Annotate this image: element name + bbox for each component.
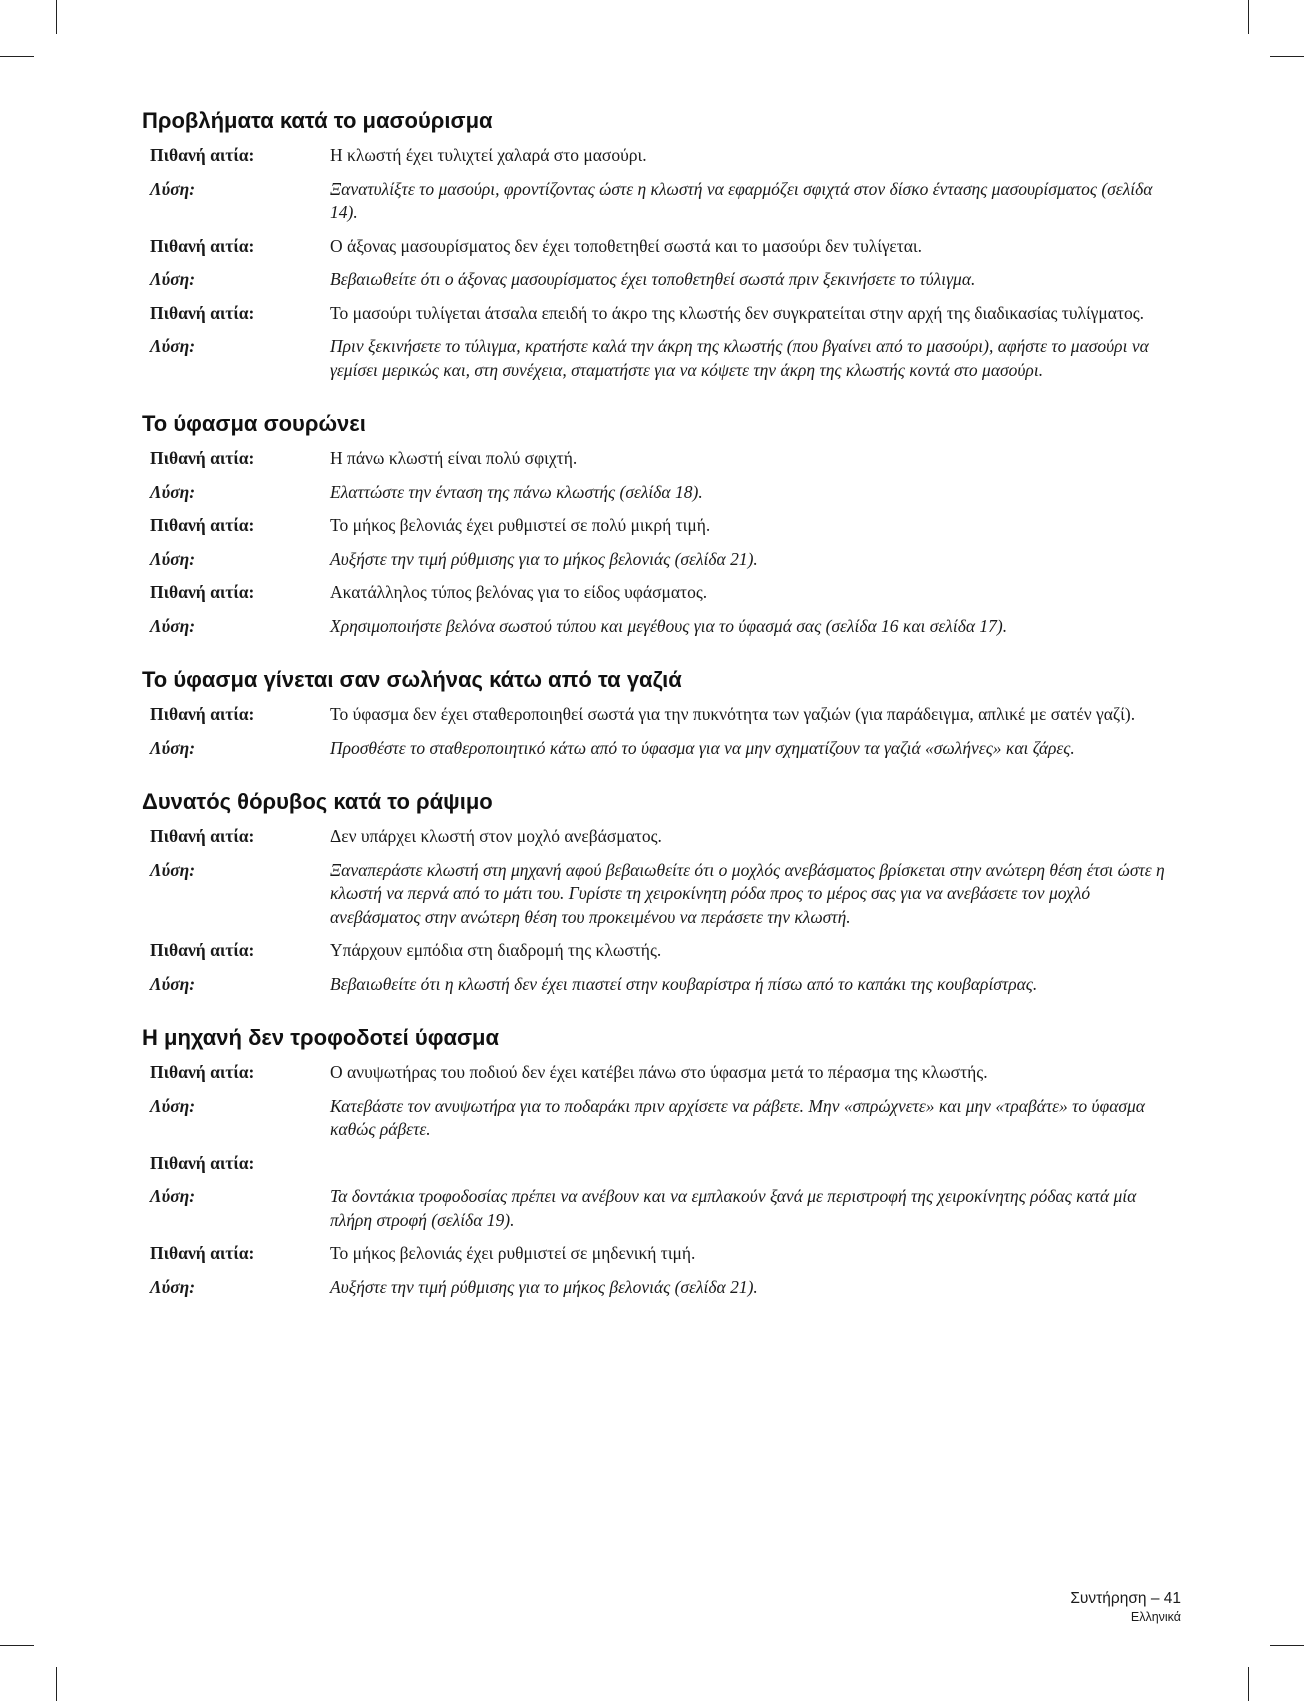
- cause-label: Πιθανή αιτία:: [150, 302, 255, 323]
- cause-text: Το μασούρι τυλίγεται άτσαλα επειδή το άκρο της κλωστής δεν συγκρατείται στην αρχή της διαδικασίας τυλίγματος.: [330, 302, 1145, 323]
- cause-text: Ο ανυψωτήρας του ποδιού δεν έχει κατέβει πάνω στο ύφασμα μετά το πέρασμα της κλωστής.: [330, 1062, 988, 1082]
- solution-text: Βεβαιωθείτε ότι η κλωστή δεν έχει πιαστεί στην κουβαρίστρα ή πίσω από το καπάκι της κουβαρίστρας.: [330, 973, 1038, 994]
- cause-text: Το μήκος βελονιάς έχει ρυθμιστεί σε πολύ μικρή τιμή.: [330, 515, 711, 535]
- troubleshooting-content: [142, 108, 1182, 1328]
- crop-mark: [1248, 0, 1249, 34]
- language-label: Ελληνικά: [1130, 1610, 1181, 1624]
- cause-text: Η κλωστή έχει τυλιχτεί χαλαρά στο μασούρι.: [330, 145, 647, 165]
- solution-row: [142, 548, 1182, 572]
- cause-text: Το μήκος βελονιάς έχει ρυθμιστεί σε μηδενική τιμή.: [330, 1243, 696, 1263]
- section: [142, 1025, 1182, 1299]
- cause-row: [142, 1061, 1182, 1085]
- solution-text: Ξαναπεράστε κλωστή στη μηχανή αφού βεβαιωθείτε ότι ο μοχλός ανεβάσματος βρίσκεται στην ανώτερη θέση έτσι ώστε η κλωστή να περνά από το μάτι του. Γυρίστε τη χειροκίνητη ρόδα προς το μέρος σας για να ανεβάσετε τον μοχλό ανεβάσματος στην ανώτερη θέση του προκειμένου να περάσετε την κλωστή.: [330, 859, 1165, 927]
- section-title: Δυνατός θόρυβος κατά το ράψιμο: [142, 789, 493, 814]
- cause-row: [142, 447, 1182, 471]
- solution-label: Λύση:: [150, 615, 196, 636]
- solution-row: [142, 1095, 1182, 1142]
- cause-row: [142, 939, 1182, 963]
- page-footer: [1070, 1590, 1181, 1624]
- section: [142, 108, 1182, 382]
- solution-text: Αυξήστε την τιμή ρύθμισης για το μήκος βελονιάς (σελίδα 21).: [330, 1276, 758, 1297]
- crop-mark: [56, 0, 57, 34]
- cause-row: [142, 1242, 1182, 1266]
- solution-row: [142, 481, 1182, 505]
- cause-text: Ο άξονας μασουρίσματος δεν έχει τοποθετηθεί σωστά και το μασούρι δεν τυλίγεται.: [330, 235, 923, 256]
- section-title: Η μηχανή δεν τροφοδοτεί ύφασμα: [142, 1025, 500, 1050]
- cause-label: Πιθανή αιτία:: [150, 1152, 255, 1173]
- cause-text: [330, 1152, 1182, 1176]
- solution-row: [142, 178, 1182, 225]
- cause-text: Ακατάλληλος τύπος βελόνας για το είδος υφάσματος.: [330, 582, 708, 602]
- cause-text: Το ύφασμα δεν έχει σταθεροποιηθεί σωστά για την πυκνότητα των γαζιών (για παράδειγμα, απλικέ με σατέν γαζί).: [330, 704, 1136, 724]
- solution-row: [142, 737, 1182, 761]
- solution-text: Ελαττώστε την ένταση της πάνω κλωστής (σελίδα 18).: [330, 481, 703, 502]
- solution-text: Τα δοντάκια τροφοδοσίας πρέπει να ανέβουν και να εμπλακούν ξανά με περιστροφή της χειροκίνητης ρόδας κατά μία πλήρη στροφή (σελίδα 19).: [330, 1186, 1137, 1230]
- crop-mark: [1270, 56, 1304, 57]
- cause-label: Πιθανή αιτία:: [150, 940, 255, 960]
- solution-label: Λύση:: [150, 178, 196, 199]
- cause-text: Δεν υπάρχει κλωστή στον μοχλό ανεβάσματος.: [330, 826, 662, 846]
- solution-text: Πριν ξεκινήσετε το τύλιγμα, κρατήστε καλά την άκρη της κλωστής (που βγαίνει από το μασούρι), αφήστε το μασούρι να γεμίσει μερικώς και, στη συνέχεια, σταματήστε για να κόψετε την άκρη της κλωστής κοντά στο μασούρι.: [330, 336, 1149, 380]
- cause-row: [142, 302, 1182, 326]
- cause-label: Πιθανή αιτία:: [150, 448, 255, 468]
- cause-text: Η πάνω κλωστή είναι πολύ σφιχτή.: [330, 448, 578, 468]
- solution-text: Χρησιμοποιήστε βελόνα σωστού τύπου και μεγέθους για το ύφασμά σας (σελίδα 16 και σελίδα 17).: [330, 615, 1008, 636]
- crop-mark: [0, 56, 34, 57]
- cause-row: [142, 514, 1182, 538]
- cause-label: Πιθανή αιτία:: [150, 704, 255, 724]
- solution-row: [142, 1185, 1182, 1232]
- solution-text: Κατεβάστε τον ανυψωτήρα για το ποδαράκι πριν αρχίσετε να ράβετε. Μην «σπρώχνετε» και μην «τραβάτε» το ύφασμα καθώς ράβετε.: [330, 1095, 1145, 1139]
- crop-mark: [1248, 1667, 1249, 1701]
- section: [142, 411, 1182, 638]
- solution-text: Αυξήστε την τιμή ρύθμισης για το μήκος βελονιάς (σελίδα 21).: [330, 548, 758, 569]
- section: [142, 789, 1182, 996]
- solution-row: [142, 335, 1182, 382]
- solution-label: Λύση:: [150, 548, 196, 569]
- cause-label: Πιθανή αιτία:: [150, 145, 255, 165]
- cause-row: [142, 235, 1182, 259]
- solution-label: Λύση:: [150, 481, 196, 502]
- cause-row: [142, 703, 1182, 727]
- cause-label: Πιθανή αιτία:: [150, 826, 255, 846]
- cause-text: Υπάρχουν εμπόδια στη διαδρομή της κλωστής.: [330, 940, 662, 960]
- section-title: Το ύφασμα σουρώνει: [142, 411, 366, 436]
- cause-label: Πιθανή αιτία:: [150, 1062, 255, 1082]
- crop-mark: [0, 1645, 34, 1646]
- crop-mark: [1270, 1645, 1304, 1646]
- section: [142, 667, 1182, 760]
- solution-label: Λύση:: [150, 1095, 196, 1116]
- solution-label: Λύση:: [150, 973, 196, 994]
- solution-row: [142, 859, 1182, 930]
- cause-label: Πιθανή αιτία:: [150, 582, 255, 602]
- section-title: Το ύφασμα γίνεται σαν σωλήνας κάτω από τα γαζιά: [142, 667, 682, 692]
- solution-label: Λύση:: [150, 336, 196, 356]
- solution-row: [142, 615, 1182, 639]
- cause-label: Πιθανή αιτία:: [150, 235, 255, 256]
- solution-label: Λύση:: [150, 737, 196, 758]
- cause-row: [142, 144, 1182, 168]
- cause-row: [142, 1152, 1182, 1176]
- solution-label: Λύση:: [150, 1276, 196, 1297]
- solution-text: Ξανατυλίξτε το μασούρι, φροντίζοντας ώστε η κλωστή να εφαρμόζει σφιχτά στον δίσκο έντασης μασουρίσματος (σελίδα 14).: [330, 178, 1153, 222]
- page-number: Συντήρηση – 41: [1070, 1590, 1181, 1607]
- solution-row: [142, 973, 1182, 997]
- crop-mark: [56, 1667, 57, 1701]
- solution-text: Βεβαιωθείτε ότι ο άξονας μασουρίσματος έχει τοποθετηθεί σωστά πριν ξεκινήσετε το τύλιγμα.: [330, 269, 976, 289]
- solution-row: [142, 268, 1182, 292]
- solution-row: [142, 1276, 1182, 1300]
- section-title: Προβλήματα κατά το μασούρισμα: [142, 108, 493, 133]
- solution-label: Λύση:: [150, 859, 196, 880]
- solution-text: Προσθέστε το σταθεροποιητικό κάτω από το ύφασμα για να μην σχηματίζουν τα γαζιά «σωλήνες» και ζάρες.: [330, 737, 1075, 758]
- cause-label: Πιθανή αιτία:: [150, 515, 255, 535]
- cause-label: Πιθανή αιτία:: [150, 1243, 255, 1263]
- cause-row: [142, 825, 1182, 849]
- solution-label: Λύση:: [150, 1186, 196, 1206]
- cause-row: [142, 581, 1182, 605]
- solution-label: Λύση:: [150, 269, 196, 289]
